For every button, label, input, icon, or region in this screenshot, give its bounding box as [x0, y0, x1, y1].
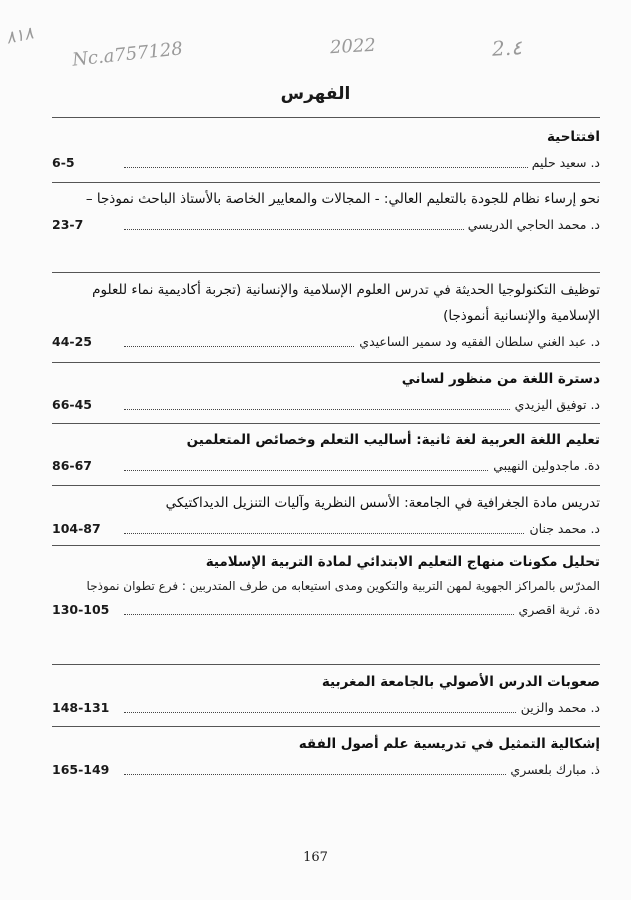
entry-author: د. سعيد حليم: [528, 152, 600, 174]
page-number: 167: [303, 850, 328, 865]
divider: [52, 726, 600, 727]
toc-entry: [52, 277, 600, 353]
toc-entry: [52, 490, 600, 540]
entry-author: د. محمد جنان: [525, 518, 600, 540]
entry-author: ذ. مبارك بلعسري: [506, 759, 600, 781]
entry-pages: 6-5: [52, 155, 75, 170]
divider: [52, 117, 600, 118]
handwritten-year: 2022: [329, 34, 377, 59]
page-title: الفهرس: [280, 84, 351, 104]
author-row: [52, 455, 600, 477]
entry-author: د. توفيق اليزيدي: [511, 394, 600, 416]
entry-pages: 104-87: [52, 521, 101, 536]
toc-entry: [52, 549, 600, 621]
handwritten-corner-note: ٨١٨: [4, 23, 36, 49]
toc-entry: [52, 731, 600, 781]
author-row: [52, 759, 600, 781]
entry-subtitle: المدرّس بالمراكز الجهوية لمهن التربية والتكوين ومدى استيعابه من طرف المتدربين : فرع تطوان نموذجا: [86, 579, 600, 593]
divider: [52, 182, 600, 183]
entry-pages: 44-25: [52, 334, 92, 349]
handwritten-reference: Nc.a757128: [71, 38, 184, 71]
entry-author: دة. ماجدولين النهيبي: [489, 455, 600, 477]
divider: [52, 485, 600, 486]
entry-title: صعوبات الدرس الأصولي بالجامعة المغربية: [321, 674, 600, 690]
divider: [52, 272, 600, 273]
entry-pages: 148-131: [52, 700, 110, 715]
divider: [52, 664, 600, 665]
divider: [52, 362, 600, 363]
author-row: [52, 394, 600, 416]
entry-pages: 86-67: [52, 458, 92, 473]
toc-entry: [52, 124, 600, 174]
divider: [52, 423, 600, 424]
entry-pages: 130-105: [52, 602, 110, 617]
author-row: [52, 331, 600, 353]
entry-author: دة. ثرية اقصري: [514, 599, 600, 621]
entry-title: توظيف التكنولوجيا الحديثة في تدرس العلوم الإسلامية والإنسانية (تجربة أكاديمية نماء للعلوم الإسلامية والإنسانية أنموذجا): [92, 282, 600, 324]
toc-entry: [52, 669, 600, 719]
entry-author: د. عبد الغني سلطان الفقيه ود سمير الساعيدي: [355, 331, 600, 353]
toc-entry: [52, 366, 600, 416]
author-row: [52, 697, 600, 719]
author-row: [52, 599, 600, 621]
entry-pages: 165-149: [52, 762, 110, 777]
author-row: [52, 518, 600, 540]
toc-entry: [52, 186, 600, 236]
author-row: [52, 152, 600, 174]
entry-pages: 23-7: [52, 217, 84, 232]
entry-pages: 66-45: [52, 397, 92, 412]
entry-author: د. محمد والزين: [517, 697, 600, 719]
entry-title: إشكالية التمثيل في تدريسية علم أصول الفقه: [298, 736, 600, 752]
entry-title: دسترة اللغة من منظور لساني: [401, 371, 600, 387]
divider: [52, 545, 600, 546]
entry-title: افتتاحية: [547, 129, 600, 145]
entry-title: تدريس مادة الجغرافية في الجامعة: الأسس النظرية وآليات التنزيل الديداكتيكي: [165, 495, 600, 511]
handwritten-number: 2.٤: [491, 35, 523, 61]
author-row: [52, 214, 600, 236]
entry-title: تعليم اللغة العربية لغة ثانية: أساليب التعلم وخصائص المتعلمين: [186, 432, 600, 448]
entry-author: د. محمد الحاجي الدريسي: [464, 214, 600, 236]
toc-entry: [52, 427, 600, 477]
entry-title: نحو إرساء نظام للجودة بالتعليم العالي: - المجالات والمعايير الخاصة بالأستاذ الباحث نموذجا –: [85, 191, 600, 207]
entry-title: تحليل مكونات منهاج التعليم الابتدائي لمادة التربية الإسلامية: [205, 554, 600, 570]
